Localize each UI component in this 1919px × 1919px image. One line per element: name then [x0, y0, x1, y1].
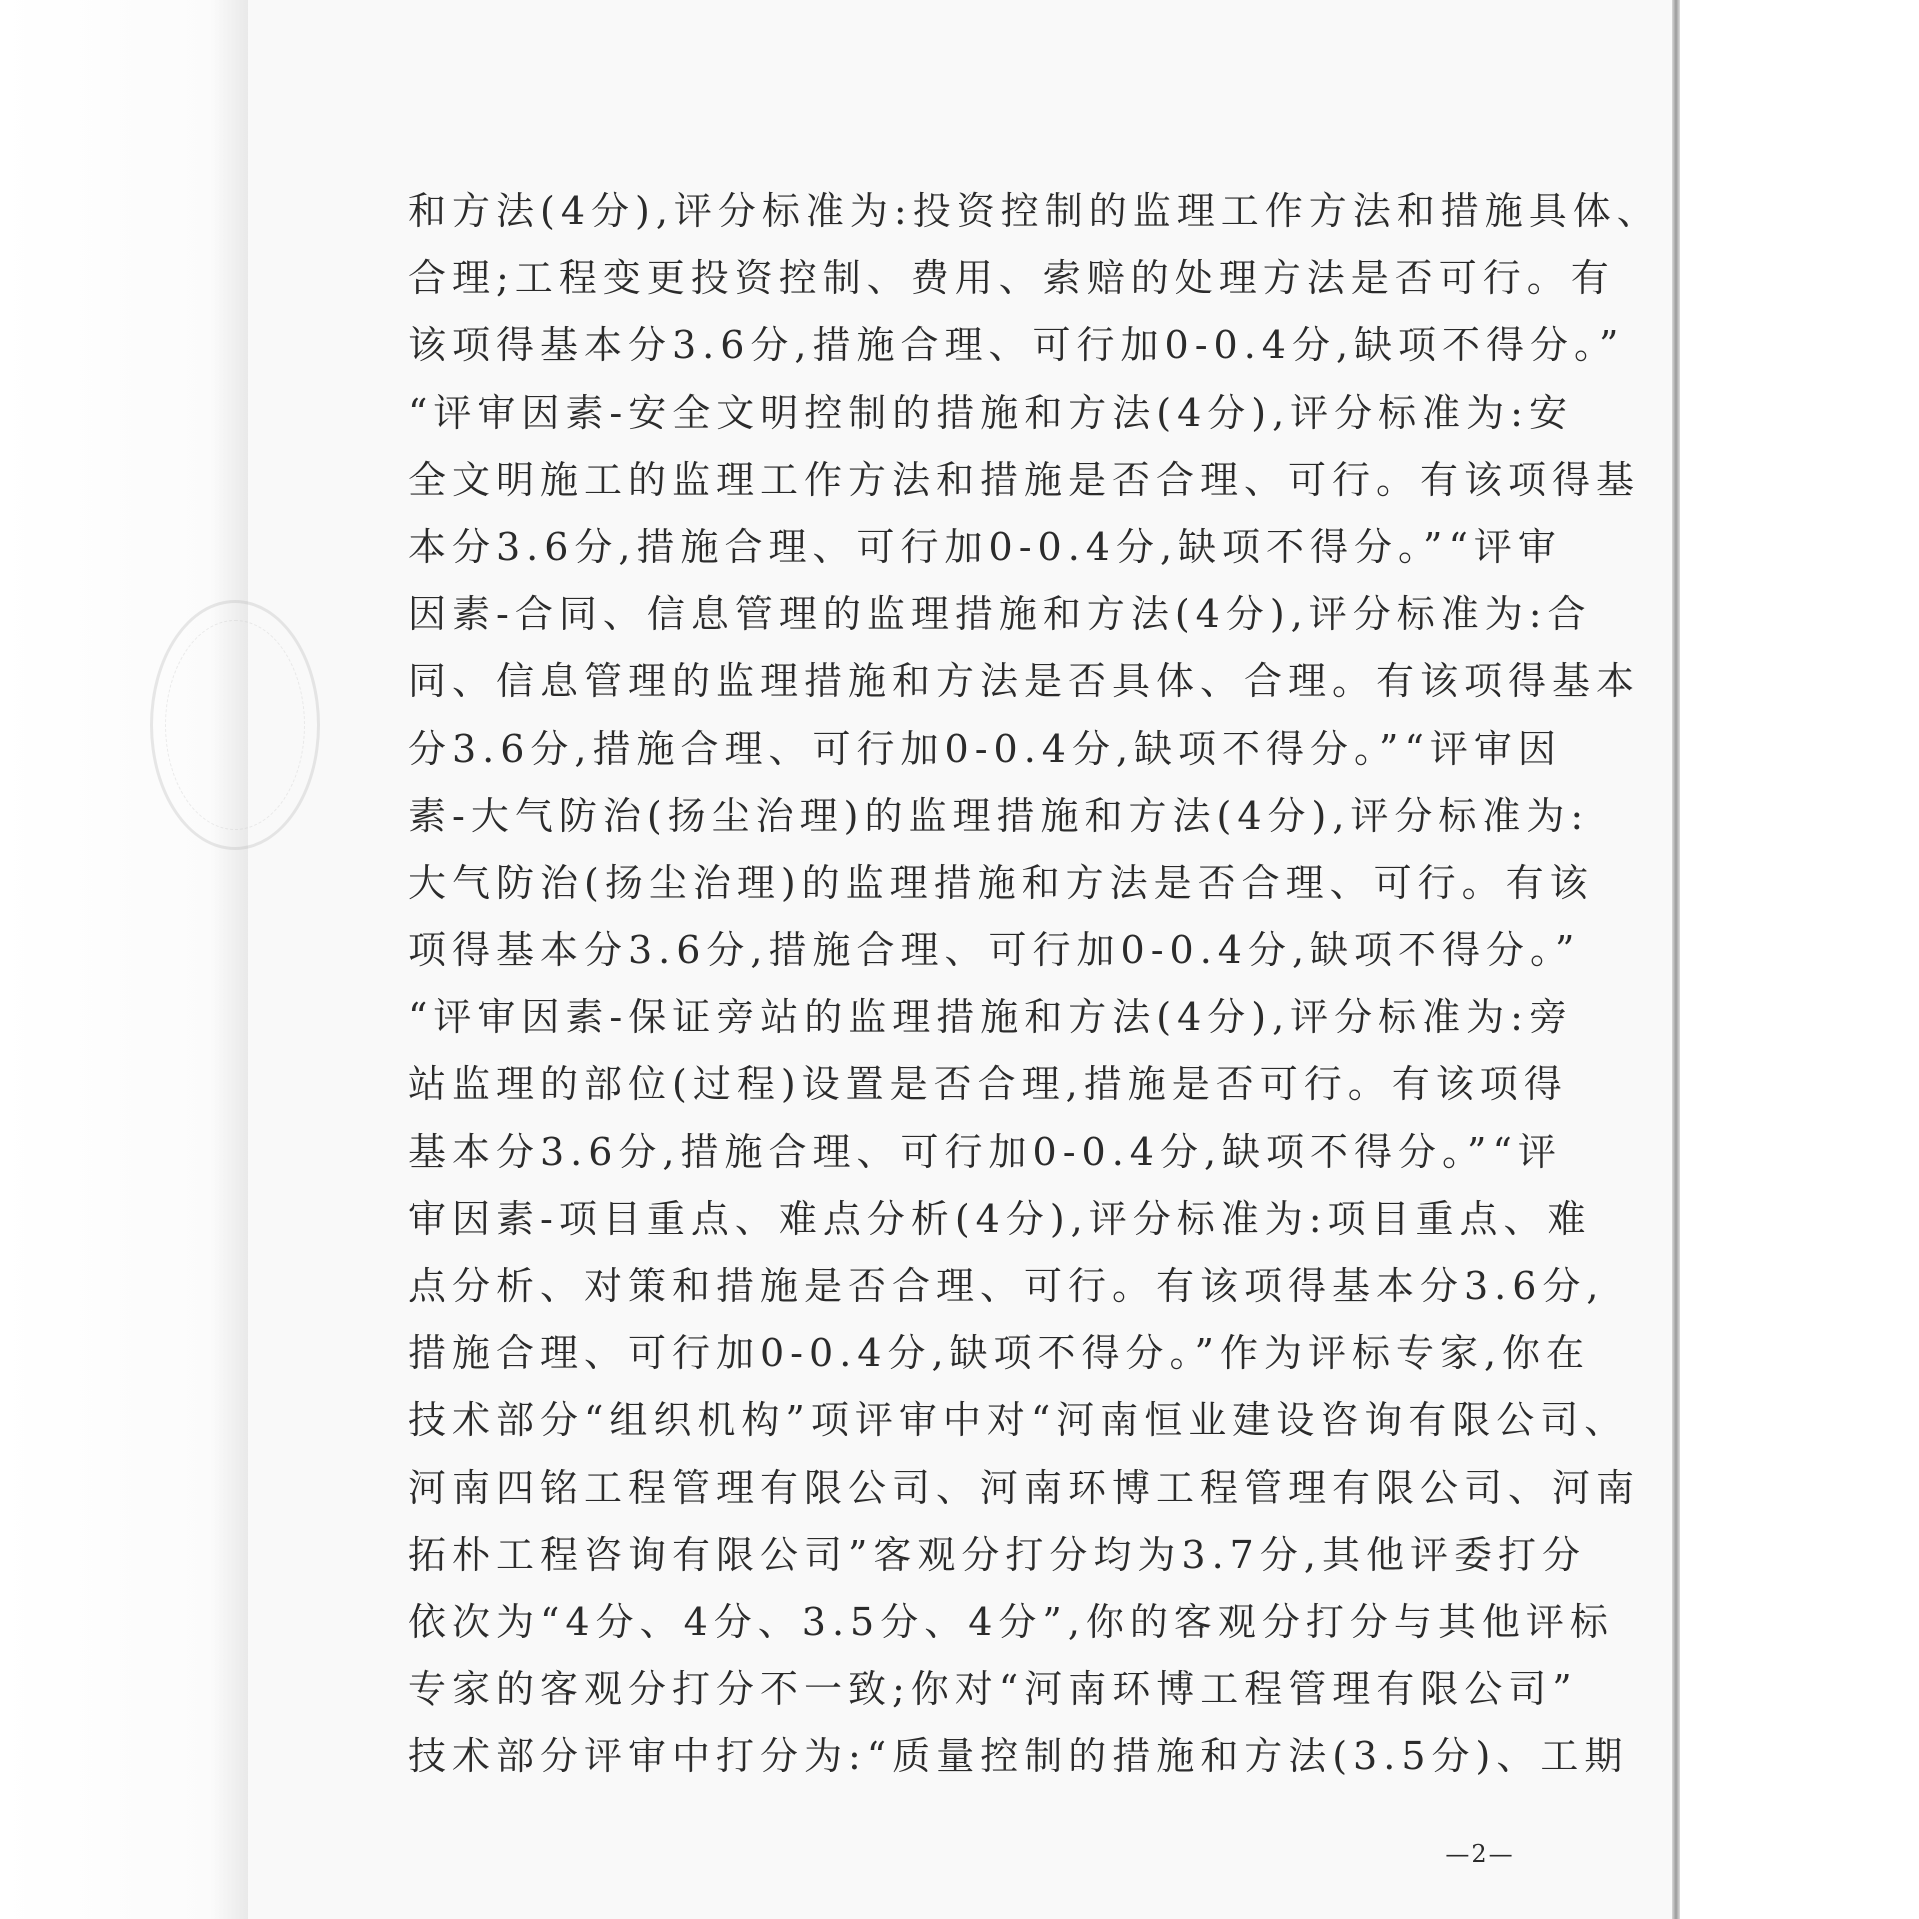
text-line: 拓朴工程咨询有限公司”客观分打分均为3.7分,其他评委打分: [408, 1532, 1586, 1577]
scan-left-margin: [0, 0, 248, 1919]
text-line: 技术部分“组织机构”项评审中对“河南恒业建设咨询有限公司、: [408, 1398, 1629, 1443]
text-line: 技术部分评审中打分为:“质量控制的措施和方法(3.5分)、工期: [408, 1734, 1629, 1779]
scan-right-margin: [1680, 0, 1919, 1919]
text-line: 基本分3.6分,措施合理、可行加0-0.4分,缺项不得分。”“评: [408, 1129, 1562, 1174]
page-number: —2—: [1445, 1840, 1515, 1868]
text-line: 该项得基本分3.6分,措施合理、可行加0-0.4分,缺项不得分。”: [408, 323, 1625, 368]
text-line: 站监理的部位(过程)设置是否合理,措施是否可行。有该项得: [408, 1062, 1568, 1107]
paper-right-edge: [1672, 0, 1680, 1919]
text-line: 措施合理、可行加0-0.4分,缺项不得分。”作为评标专家,你在: [408, 1331, 1591, 1376]
text-line: 专家的客观分打分不一致;你对“河南环博工程管理有限公司”: [408, 1667, 1578, 1712]
text-line: 合理;工程变更投资控制、费用、索赔的处理方法是否可行。有: [408, 256, 1615, 301]
text-line: 和方法(4分),评分标准为:投资控制的监理工作方法和措施具体、: [408, 189, 1661, 233]
text-line: 素-大气防治(扬尘治理)的监理措施和方法(4分),评分标准为:: [408, 793, 1590, 838]
faded-seal-stamp-inner-ring: [165, 620, 305, 830]
text-line: 分3.6分,措施合理、可行加0-0.4分,缺项不得分。”“评审因: [408, 726, 1562, 771]
text-line: 点分析、对策和措施是否合理、可行。有该项得基本分3.6分,: [408, 1264, 1605, 1308]
text-line: “评审因素-保证旁站的监理措施和方法(4分),评分标准为:旁: [408, 995, 1573, 1040]
text-line: 同、信息管理的监理措施和方法是否具体、合理。有该项得基本: [408, 659, 1641, 704]
text-line: “评审因素-安全文明控制的措施和方法(4分),评分标准为:安: [408, 390, 1573, 435]
text-line: 项得基本分3.6分,措施合理、可行加0-0.4分,缺项不得分。”: [408, 928, 1581, 973]
body-text: [408, 178, 1661, 1791]
text-line: 大气防治(扬尘治理)的监理措施和方法是否合理、可行。有该: [408, 860, 1594, 905]
text-line: 河南四铭工程管理有限公司、河南环博工程管理有限公司、河南: [408, 1465, 1641, 1510]
text-line: 因素-合同、信息管理的监理措施和方法(4分),评分标准为:合: [408, 592, 1592, 637]
text-line: 依次为“4分、4分、3.5分、4分”,你的客观分打分与其他评标: [408, 1599, 1614, 1644]
text-line: 本分3.6分,措施合理、可行加0-0.4分,缺项不得分。”“评审: [408, 524, 1562, 569]
text-line: 全文明施工的监理工作方法和措施是否合理、可行。有该项得基: [408, 457, 1641, 502]
text-line: 审因素-项目重点、难点分析(4分),评分标准为:项目重点、难: [408, 1196, 1592, 1241]
